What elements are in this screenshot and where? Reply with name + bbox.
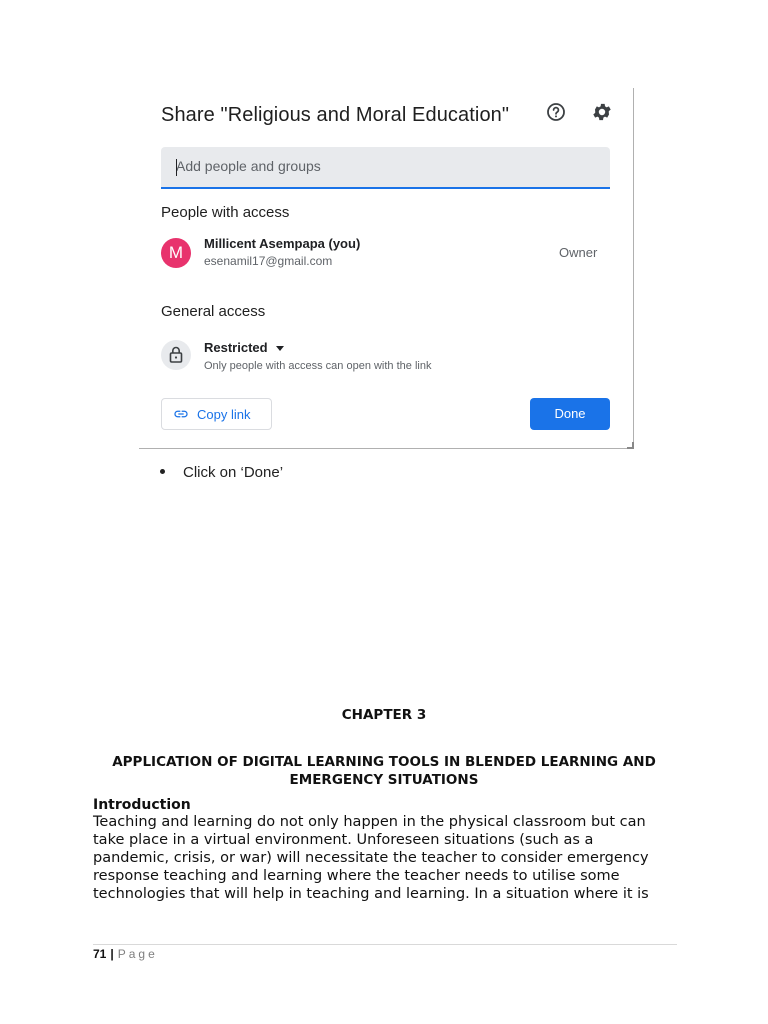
bullet-item: [160, 464, 283, 481]
add-people-field[interactable]: [161, 147, 610, 189]
person-name: Millicent Asempapa (you): [204, 236, 361, 251]
access-level-label: Restricted: [204, 340, 268, 355]
paragraph-line: response teaching and learning where the teacher needs to utilise some: [93, 868, 620, 884]
chapter-title: [110, 753, 658, 789]
bullet-text: Click on ‘Done’: [183, 464, 284, 481]
done-button[interactable]: Done: [530, 398, 610, 430]
lock-icon: [161, 340, 191, 370]
people-with-access-heading: People with access: [161, 204, 290, 221]
paragraph-line: take place in a virtual environment. Unforeseen situations (such as a: [93, 832, 594, 848]
paragraph-line: technologies that will help in teaching and learning. In a situation where it is: [93, 886, 649, 902]
access-description: Only people with access can open with the link: [204, 360, 432, 372]
person-email: esenamil17@gmail.com: [204, 254, 333, 268]
avatar: M: [161, 238, 191, 268]
paragraph-line: pandemic, crisis, or war) will necessitate the teacher to consider emergency: [93, 850, 649, 866]
intro-paragraph: [93, 813, 683, 903]
intro-heading: Introduction: [93, 797, 191, 813]
page-number: 71: [93, 947, 107, 961]
owner-role-label: Owner: [559, 245, 598, 260]
access-level-dropdown[interactable]: [204, 340, 284, 355]
text-caret: [176, 159, 177, 176]
bullet-dot: [160, 469, 165, 474]
chapter-title-line: APPLICATION OF DIGITAL LEARNING TOOLS IN BLENDED LEARNING AND: [112, 754, 656, 770]
dropdown-arrow-icon: [276, 346, 284, 351]
footer-divider: [93, 944, 677, 945]
share-dialog-screenshot: [139, 88, 634, 449]
footer-separator: |: [110, 947, 114, 961]
screenshot-corner-mark: [627, 442, 634, 449]
dialog-title: Share "Religious and Moral Education": [161, 104, 510, 126]
copy-link-label: Copy link: [197, 406, 251, 422]
copy-link-button[interactable]: [161, 398, 272, 430]
general-access-heading: General access: [161, 303, 266, 320]
add-people-input[interactable]: [161, 147, 596, 185]
help-circle-icon[interactable]: [545, 101, 567, 123]
link-icon: [173, 406, 189, 422]
paragraph-line: Teaching and learning do not only happen in the physical classroom but can: [93, 814, 646, 830]
chapter-title-line: EMERGENCY SITUATIONS: [289, 772, 479, 788]
page-footer: [93, 947, 158, 961]
chapter-number: CHAPTER 3: [341, 707, 427, 723]
gear-icon[interactable]: [591, 101, 613, 123]
page-label: Page: [117, 947, 158, 961]
